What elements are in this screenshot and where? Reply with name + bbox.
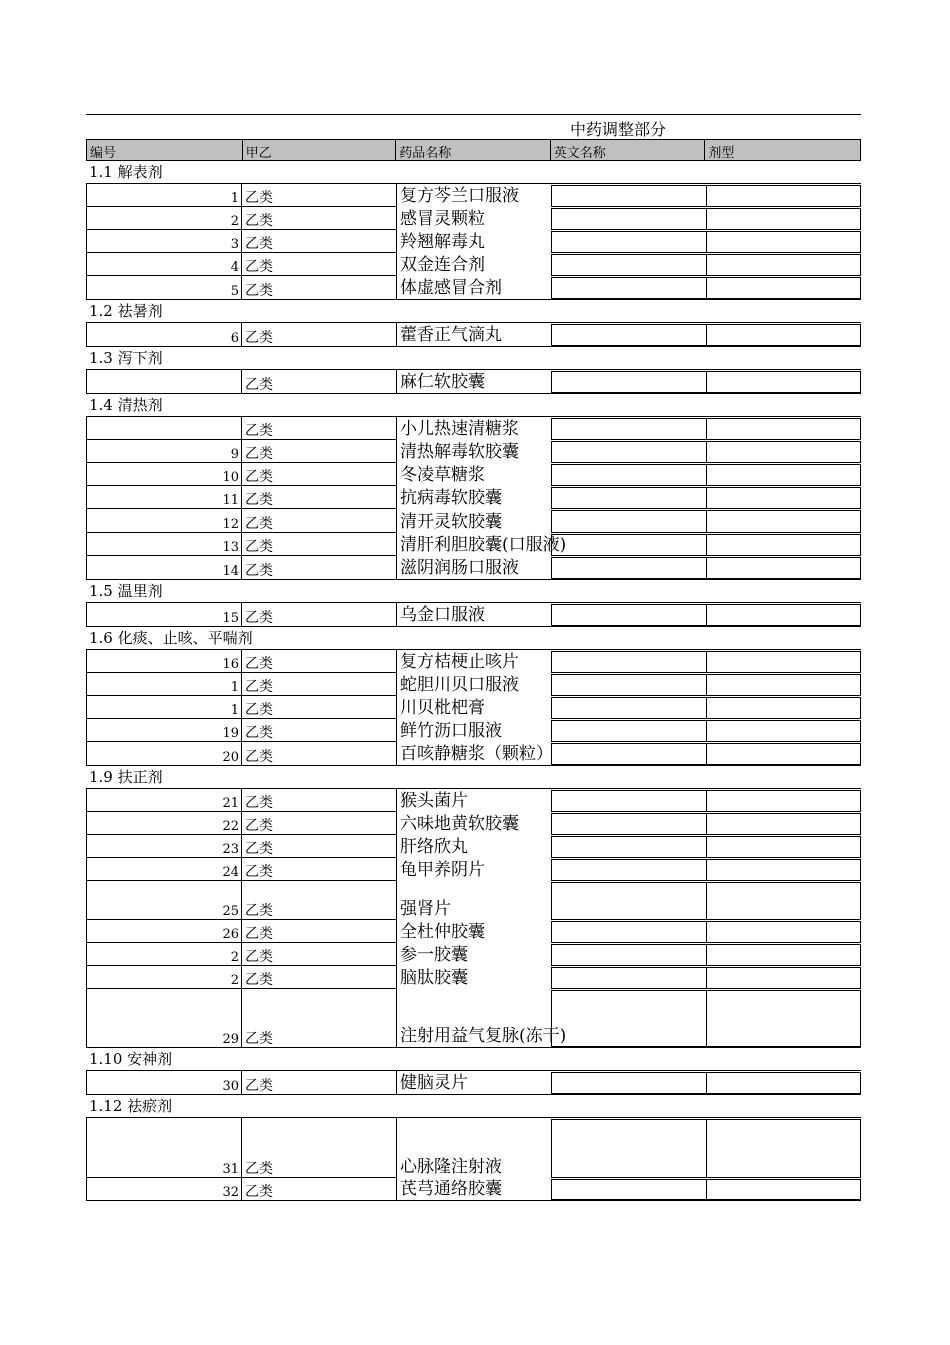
row-drug-name: 小儿热速清糖浆 <box>396 417 551 440</box>
table-row <box>86 650 861 673</box>
row-english-name <box>551 510 706 533</box>
row-drug-name: 清开灵软胶囊 <box>396 509 551 533</box>
row-class: 乙类 <box>242 370 396 394</box>
row-dosage-form <box>706 651 861 673</box>
row-dosage-form <box>706 557 861 580</box>
row-english-name <box>551 487 706 509</box>
row-dosage-form <box>706 604 861 627</box>
row-dosage-form <box>706 720 861 742</box>
row-drug-name: 鲜竹沥口服液 <box>396 719 551 742</box>
row-english-name <box>551 254 706 276</box>
table-row <box>86 556 861 580</box>
row-class: 乙类 <box>242 673 396 696</box>
row-class: 乙类 <box>242 789 396 812</box>
row-class: 乙类 <box>242 556 396 580</box>
row-english-name <box>551 208 706 230</box>
category-row: 1.5 温里剂 <box>86 580 861 603</box>
table-row <box>86 276 861 300</box>
category-row: 1.2 祛暑剂 <box>86 300 861 323</box>
row-number: 21 <box>86 789 242 812</box>
table-row <box>86 966 861 989</box>
row-drug-name: 感冒灵颗粒 <box>396 207 551 230</box>
table-row <box>86 989 861 1048</box>
table-row <box>86 1071 861 1095</box>
row-class: 乙类 <box>242 920 396 943</box>
row-number: 22 <box>86 812 242 835</box>
row-dosage-form <box>706 882 861 920</box>
row-english-name <box>551 1072 706 1095</box>
row-drug-name: 滋阴润肠口服液 <box>396 556 551 580</box>
row-dosage-form <box>706 277 861 300</box>
row-english-name <box>551 418 706 440</box>
row-english-name <box>551 836 706 858</box>
row-english-name <box>551 604 706 627</box>
row-drug-name: 羚翘解毒丸 <box>396 230 551 253</box>
table-row <box>86 533 861 556</box>
row-number: 3 <box>86 230 242 253</box>
row-drug-name: 体虚感冒合剂 <box>396 276 551 300</box>
row-number <box>86 417 242 440</box>
row-dosage-form <box>706 1072 861 1095</box>
row-number: 19 <box>86 719 242 742</box>
row-number: 30 <box>86 1071 242 1095</box>
row-drug-name: 强肾片 <box>396 881 551 920</box>
row-number: 5 <box>86 276 242 300</box>
row-number: 12 <box>86 509 242 533</box>
row-class: 乙类 <box>242 323 396 347</box>
row-drug-name: 复方芩兰口服液 <box>396 184 551 207</box>
row-number: 2 <box>86 966 242 989</box>
row-class: 乙类 <box>242 943 396 966</box>
table-row <box>86 323 861 347</box>
row-dosage-form <box>706 790 861 812</box>
row-dosage-form <box>706 743 861 766</box>
table-row <box>86 463 861 486</box>
table-row <box>86 943 861 966</box>
row-number: 1 <box>86 184 242 207</box>
row-number: 15 <box>86 603 242 627</box>
table-row <box>86 253 861 276</box>
row-dosage-form <box>706 990 861 1048</box>
row-dosage-form <box>706 921 861 943</box>
row-class: 乙类 <box>242 858 396 881</box>
row-drug-name: 藿香正气滴丸 <box>396 323 551 347</box>
row-dosage-form <box>706 967 861 989</box>
row-drug-name: 龟甲养阴片 <box>396 858 551 881</box>
table-row <box>86 742 861 766</box>
row-dosage-form <box>706 836 861 858</box>
header-drug-name: 药品名称 <box>396 140 551 160</box>
row-number: 31 <box>86 1118 242 1178</box>
table-row <box>86 789 861 812</box>
row-dosage-form <box>706 859 861 881</box>
row-number: 24 <box>86 858 242 881</box>
row-class: 乙类 <box>242 1178 396 1201</box>
row-class: 乙类 <box>242 719 396 742</box>
row-dosage-form <box>706 1119 861 1178</box>
row-number: 26 <box>86 920 242 943</box>
table-title: 中药调整部分 <box>570 120 667 139</box>
row-dosage-form <box>706 254 861 276</box>
row-drug-name: 清肝利胆胶囊(口服液) <box>396 533 551 556</box>
row-dosage-form <box>706 324 861 347</box>
table-row <box>86 603 861 627</box>
row-drug-name: 冬凌草糖浆 <box>396 463 551 486</box>
table-row <box>86 920 861 943</box>
row-number: 2 <box>86 943 242 966</box>
row-class: 乙类 <box>242 650 396 673</box>
row-english-name <box>551 790 706 812</box>
row-drug-name: 注射用益气复脉(冻干) <box>396 989 551 1048</box>
row-drug-name: 双金连合剂 <box>396 253 551 276</box>
row-class: 乙类 <box>242 207 396 230</box>
row-drug-name: 脑肽胶囊 <box>396 966 551 989</box>
table-row <box>86 417 861 440</box>
row-number: 2 <box>86 207 242 230</box>
row-english-name <box>551 441 706 463</box>
category-row: 1.12 祛瘀剂 <box>86 1095 861 1118</box>
row-drug-name: 抗病毒软胶囊 <box>396 486 551 509</box>
row-dosage-form <box>706 1179 861 1201</box>
row-drug-name: 清热解毒软胶囊 <box>396 440 551 463</box>
row-english-name <box>551 371 706 394</box>
row-dosage-form <box>706 944 861 966</box>
row-drug-name: 全杜仲胶囊 <box>396 920 551 943</box>
row-dosage-form <box>706 441 861 463</box>
table-row <box>86 858 861 881</box>
row-number: 10 <box>86 463 242 486</box>
row-number: 23 <box>86 835 242 858</box>
row-class: 乙类 <box>242 276 396 300</box>
row-english-name <box>551 277 706 300</box>
row-number: 25 <box>86 881 242 920</box>
category-row: 1.3 泻下剂 <box>86 347 861 370</box>
drug-table <box>86 114 861 1201</box>
row-class: 乙类 <box>242 486 396 509</box>
row-class: 乙类 <box>242 463 396 486</box>
row-drug-name: 乌金口服液 <box>396 603 551 627</box>
row-dosage-form <box>706 208 861 230</box>
row-drug-name: 蛇胆川贝口服液 <box>396 673 551 696</box>
row-class: 乙类 <box>242 966 396 989</box>
row-dosage-form <box>706 185 861 207</box>
row-dosage-form <box>706 697 861 719</box>
row-english-name <box>551 697 706 719</box>
row-english-name <box>551 534 706 556</box>
row-number: 9 <box>86 440 242 463</box>
table-body <box>86 161 861 1201</box>
category-row: 1.6 化痰、止咳、平喘剂 <box>86 627 861 650</box>
row-english-name <box>551 882 706 920</box>
row-class: 乙类 <box>242 184 396 207</box>
row-number: 4 <box>86 253 242 276</box>
category-row: 1.9 扶正剂 <box>86 766 861 789</box>
table-row <box>86 696 861 719</box>
row-class: 乙类 <box>242 989 396 1048</box>
row-number: 32 <box>86 1178 242 1201</box>
table-title-row <box>86 114 861 139</box>
row-drug-name: 猴头菌片 <box>396 789 551 812</box>
row-english-name <box>551 921 706 943</box>
row-english-name <box>551 859 706 881</box>
header-number: 编号 <box>87 140 243 160</box>
table-row <box>86 370 861 394</box>
row-number: 11 <box>86 486 242 509</box>
row-drug-name: 六味地黄软胶囊 <box>396 812 551 835</box>
row-dosage-form <box>706 534 861 556</box>
row-english-name <box>551 231 706 253</box>
row-english-name <box>551 967 706 989</box>
row-number: 29 <box>86 989 242 1048</box>
table-row <box>86 673 861 696</box>
row-english-name <box>551 743 706 766</box>
table-row <box>86 881 861 920</box>
category-row: 1.1 解表剂 <box>86 161 861 184</box>
row-english-name <box>551 464 706 486</box>
category-row: 1.10 安神剂 <box>86 1048 861 1071</box>
row-drug-name: 复方桔梗止咳片 <box>396 650 551 673</box>
row-english-name <box>551 990 706 1048</box>
row-class: 乙类 <box>242 440 396 463</box>
row-class: 乙类 <box>242 509 396 533</box>
row-dosage-form <box>706 231 861 253</box>
row-class: 乙类 <box>242 696 396 719</box>
row-class: 乙类 <box>242 742 396 766</box>
row-english-name <box>551 185 706 207</box>
table-row <box>86 1178 861 1201</box>
row-number: 14 <box>86 556 242 580</box>
row-drug-name: 百咳静糖浆（颗粒） <box>396 742 551 766</box>
row-class: 乙类 <box>242 1071 396 1095</box>
row-english-name <box>551 1119 706 1178</box>
category-row: 1.4 清热剂 <box>86 394 861 417</box>
row-number <box>86 370 242 394</box>
row-dosage-form <box>706 371 861 394</box>
row-drug-name: 健脑灵片 <box>396 1071 551 1095</box>
row-english-name <box>551 324 706 347</box>
row-dosage-form <box>706 464 861 486</box>
row-english-name <box>551 674 706 696</box>
row-class: 乙类 <box>242 417 396 440</box>
table-row <box>86 812 861 835</box>
row-number: 13 <box>86 533 242 556</box>
row-dosage-form <box>706 418 861 440</box>
table-row <box>86 1118 861 1178</box>
table-row <box>86 509 861 533</box>
row-class: 乙类 <box>242 881 396 920</box>
row-class: 乙类 <box>242 812 396 835</box>
row-class: 乙类 <box>242 835 396 858</box>
row-number: 1 <box>86 696 242 719</box>
row-number: 6 <box>86 323 242 347</box>
table-row <box>86 486 861 509</box>
row-dosage-form <box>706 813 861 835</box>
row-class: 乙类 <box>242 1118 396 1178</box>
table-row <box>86 440 861 463</box>
row-class: 乙类 <box>242 533 396 556</box>
row-drug-name: 麻仁软胶囊 <box>396 370 551 394</box>
table-row <box>86 207 861 230</box>
row-class: 乙类 <box>242 253 396 276</box>
row-drug-name: 芪芎通络胶囊 <box>396 1178 551 1201</box>
header-row <box>86 139 861 161</box>
header-dosage-form: 剂型 <box>708 146 735 160</box>
row-english-name <box>551 651 706 673</box>
row-dosage-form <box>706 510 861 533</box>
row-drug-name: 心脉隆注射液 <box>396 1118 551 1178</box>
row-dosage-form <box>706 487 861 509</box>
row-dosage-form <box>706 674 861 696</box>
row-class: 乙类 <box>242 230 396 253</box>
table-row <box>86 719 861 742</box>
row-english-name <box>551 720 706 742</box>
row-number: 16 <box>86 650 242 673</box>
table-row <box>86 835 861 858</box>
table-row <box>86 184 861 207</box>
row-english-name <box>551 557 706 580</box>
row-class: 乙类 <box>242 603 396 627</box>
row-number: 1 <box>86 673 242 696</box>
header-english-name: 英文名称 <box>551 140 706 160</box>
row-english-name <box>551 813 706 835</box>
row-drug-name: 肝络欣丸 <box>396 835 551 858</box>
row-drug-name: 参一胶囊 <box>396 943 551 966</box>
row-english-name <box>551 1179 706 1201</box>
table-row <box>86 230 861 253</box>
header-class: 甲乙 <box>243 140 397 160</box>
row-drug-name: 川贝枇杷膏 <box>396 696 551 719</box>
row-number: 20 <box>86 742 242 766</box>
row-english-name <box>551 944 706 966</box>
